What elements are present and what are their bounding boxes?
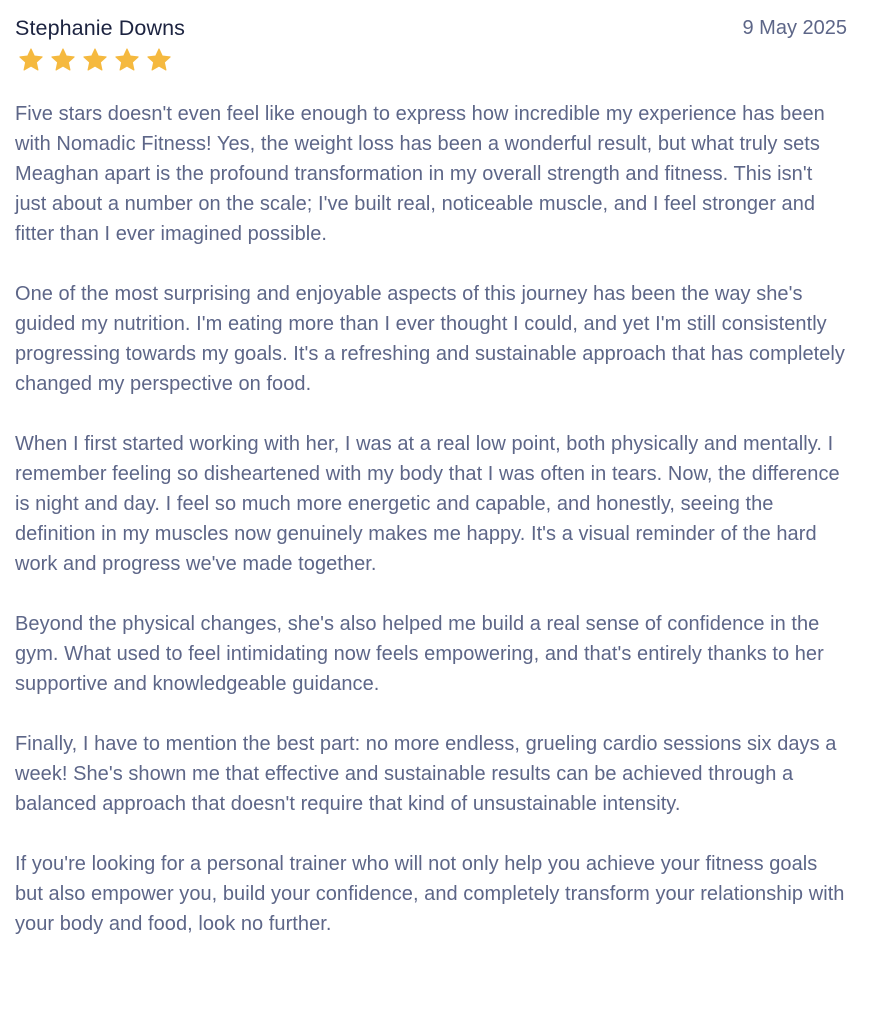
review-header	[15, 14, 847, 42]
star-icon	[18, 47, 44, 73]
review-body	[15, 99, 847, 939]
review-paragraph: If you're looking for a personal trainer who will not only help you achieve your fitness goals but also empower you, build your confidence, and completely transform your relationship with your body and food, look no further.	[15, 853, 845, 935]
star-icon	[82, 47, 108, 73]
review-paragraph: Beyond the physical changes, she's also helped me build a real sense of confidence in the gym. What used to feel intimidating now feels empowering, and that's entirely thanks to her supportive and knowledgeable guidance.	[15, 613, 824, 695]
star-icon	[114, 47, 140, 73]
review-paragraph: One of the most surprising and enjoyable aspects of this journey has been the way she's guided my nutrition. I'm eating more than I ever thought I could, and yet I'm still consistently progressing towards my goals. It's a refreshing and sustainable approach that has completely changed my perspective on food.	[15, 283, 845, 395]
review-paragraph: Finally, I have to mention the best part: no more endless, grueling cardio sessions six days a week! She's shown me that effective and sustainable results can be achieved through a balanced approach that doesn't require that kind of unsustainable intensity.	[15, 733, 837, 815]
reviewer-name: Stephanie Downs	[15, 16, 186, 40]
star-rating	[18, 47, 847, 75]
review-date: 9 May 2025	[742, 17, 847, 39]
review-paragraph: When I first started working with her, I was at a real low point, both physically and mentally. I remember feeling so disheartened with my body that I was often in tears. Now, the difference is night and day. I feel so much more energetic and capable, and honestly, seeing the definition in my muscles now genuinely makes me happy. It's a visual reminder of the hard work and progress we've made together.	[15, 433, 840, 575]
star-icon	[146, 47, 172, 73]
review-paragraph: Five stars doesn't even feel like enough to express how incredible my experience has been with Nomadic Fitness! Yes, the weight loss has been a wonderful result, but what truly sets Meaghan apart is the profound transformation in my overall strength and fitness. This isn't just about a number on the scale; I've built real, noticeable muscle, and I feel stronger and fitter than I ever imagined possible.	[15, 103, 825, 245]
review-card	[15, 14, 847, 939]
star-icon	[50, 47, 76, 73]
